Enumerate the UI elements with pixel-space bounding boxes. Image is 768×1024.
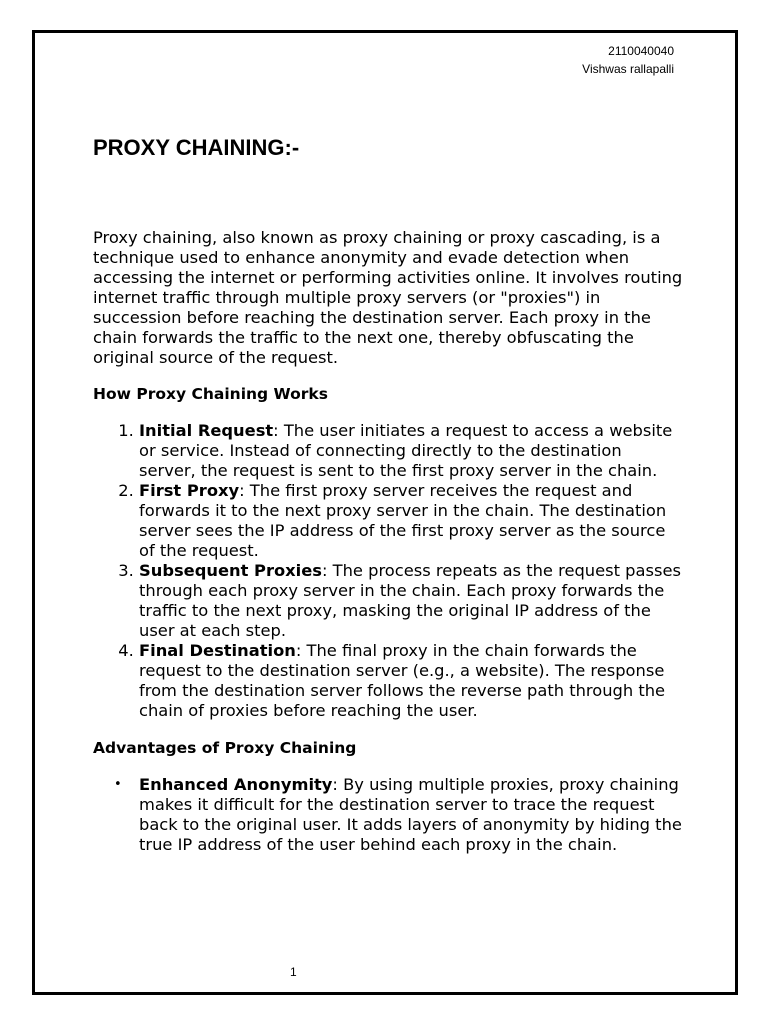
how-it-works-heading: How Proxy Chaining Works [93, 385, 328, 403]
advantage-text: : By using multiple proxies, proxy chaining makes it difficult for the destination server to trace the request back to the original user. It adds layers of anonymity by hiding the true IP address of the user behind each proxy in the chain. [139, 775, 682, 854]
document-body [93, 228, 683, 855]
author-name: Vishwas rallapalli [582, 62, 674, 76]
advantages-heading: Advantages of Proxy Chaining [93, 739, 357, 757]
step-term: Initial Request [139, 421, 274, 440]
step-term: Final Destination [139, 641, 296, 660]
step-item [139, 561, 683, 641]
advantages-list [93, 775, 683, 855]
step-item [139, 641, 683, 721]
advantage-item [114, 775, 683, 855]
intro-paragraph: Proxy chaining, also known as proxy chaining or proxy cascading, is a technique used to enhance anonymity and evade detection when accessing the internet or performing activities online. It involves routing internet traffic through multiple proxy servers (or "proxies") in succession before reaching the destination server. Each proxy in the chain forwards the traffic to the next one, thereby obfuscating the original source of the request. [93, 228, 683, 367]
step-text: : The first proxy server receives the request and forwards it to the next proxy server in the chain. The destination server sees the IP address of the first proxy server as the source of the request. [139, 481, 667, 560]
step-item [139, 481, 683, 561]
steps-list [93, 421, 683, 721]
bullet-icon: • [114, 777, 122, 792]
step-item [139, 421, 683, 481]
step-term: Subsequent Proxies [139, 561, 322, 580]
step-text: : The user initiates a request to access a website or service. Instead of connecting directly to the destination server, the request is sent to the first proxy server in the chain. [139, 421, 673, 480]
student-id: 2110040040 [608, 44, 674, 58]
step-text: : The process repeats as the request passes through each proxy server in the chain. Each proxy forwards the traffic to the next proxy, masking the original IP address of the user at each step. [139, 561, 681, 640]
step-term: First Proxy [139, 481, 240, 500]
page-number: 1 [290, 965, 297, 979]
step-text: : The final proxy in the chain forwards the request to the destination server (e.g., a website). The response from the destination server follows the reverse path through the chain of proxies before reaching the user. [139, 641, 666, 720]
advantage-term: Enhanced Anonymity [139, 775, 333, 794]
page-title: PROXY CHAINING:- [93, 135, 300, 160]
document-header [582, 42, 674, 78]
